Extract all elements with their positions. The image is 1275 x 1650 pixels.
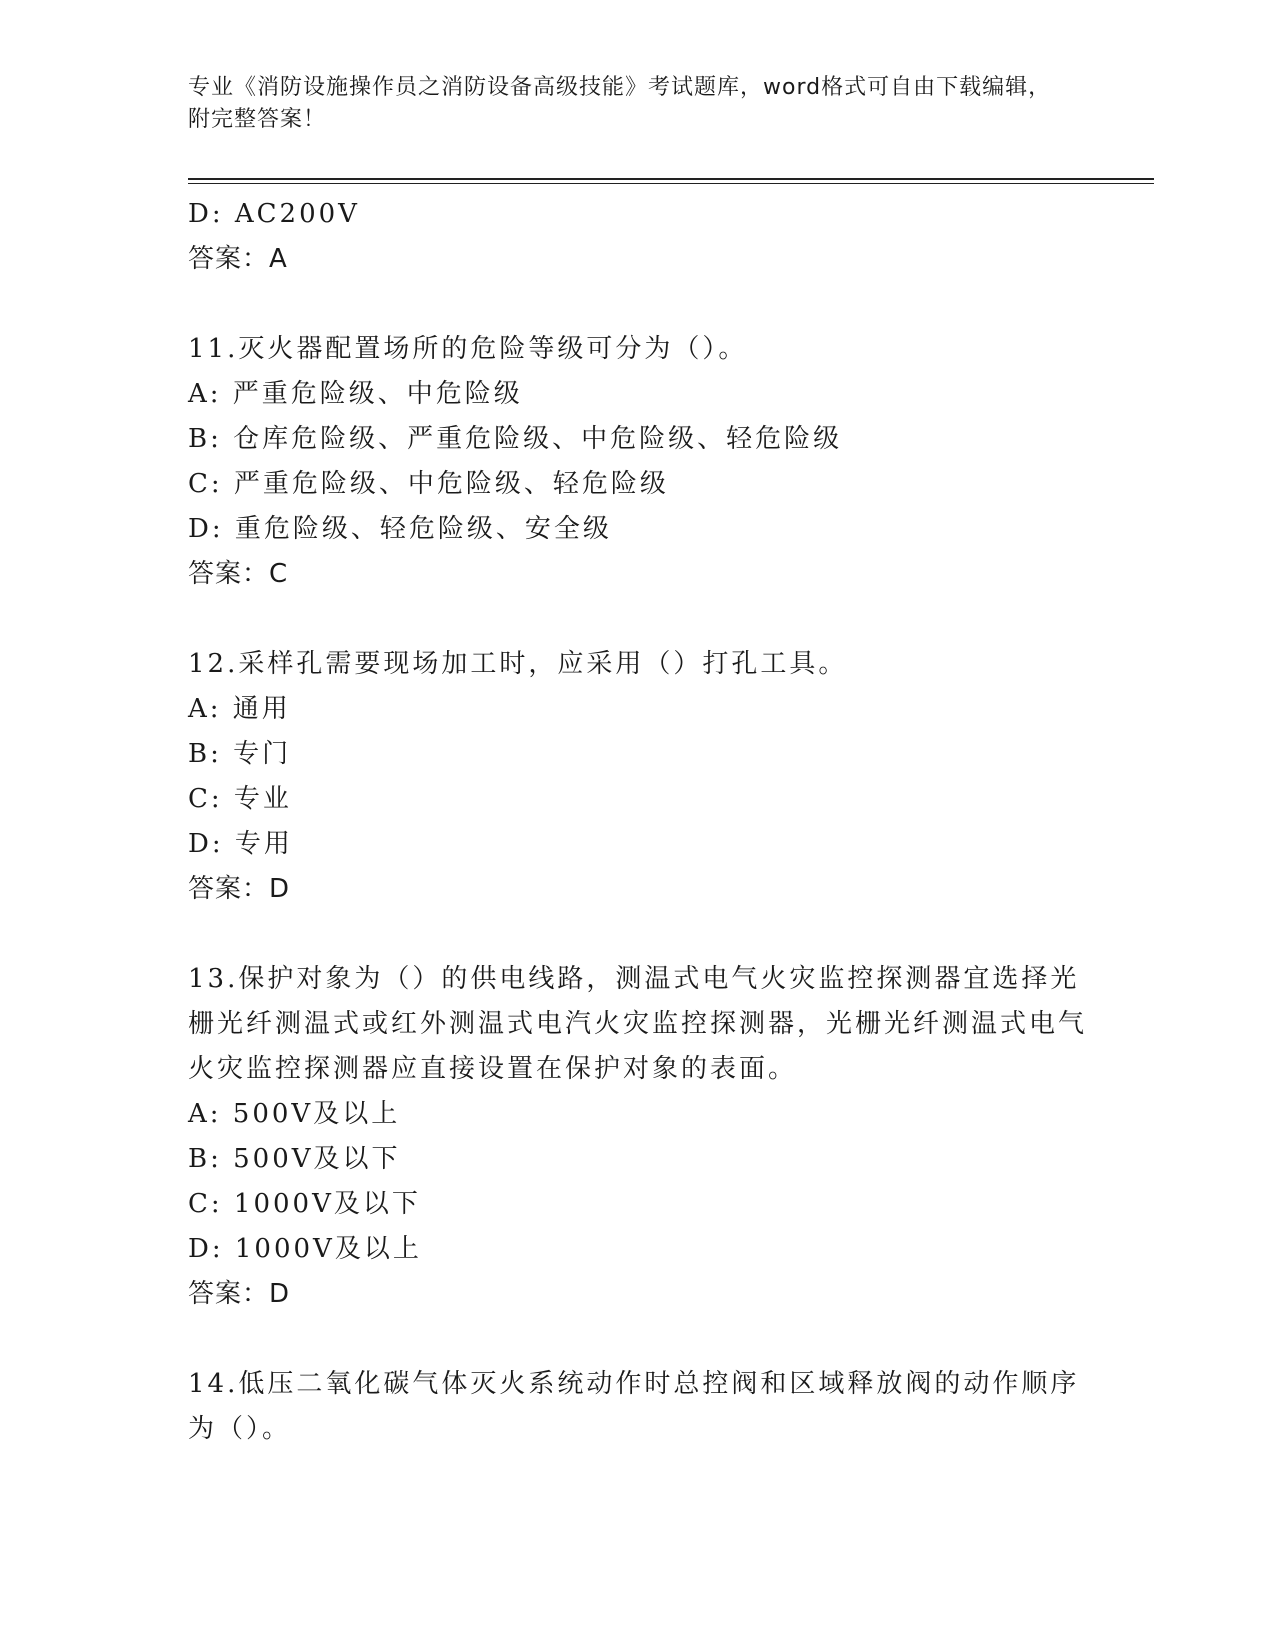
prev-option-d: D: AC200V xyxy=(188,199,360,229)
option-d: D: 重危险级、轻危险级、安全级 xyxy=(188,514,612,544)
question-13 xyxy=(188,957,1108,1317)
answer: 答案：D xyxy=(188,1279,291,1309)
spacer xyxy=(188,912,1108,957)
option-a: A: 500V及以上 xyxy=(188,1099,401,1129)
question-content xyxy=(188,192,1108,1452)
option-c: C: 专业 xyxy=(188,784,292,814)
question-stem: 13.保护对象为（）的供电线路，测温式电气火灾监控探测器宜选择光栅光纤测温式或红外测温式电汽火灾监控探测器，光栅光纤测温式电气火灾监控探测器应直接设置在保护对象的表面。 xyxy=(188,964,1088,1084)
option-b: B: 专门 xyxy=(188,739,292,769)
question-stem: 11.灭火器配置场所的危险等级可分为（）。 xyxy=(188,334,748,364)
question-11 xyxy=(188,327,1108,597)
header-rule-thin xyxy=(188,183,1154,184)
question-stem: 12.采样孔需要现场加工时，应采用（）打孔工具。 xyxy=(188,649,848,679)
option-b: B: 500V及以下 xyxy=(188,1144,401,1174)
answer: 答案：C xyxy=(188,559,289,589)
spacer xyxy=(188,597,1108,642)
option-a: A: 严重危险级、中危险级 xyxy=(188,379,523,409)
option-d: D: 专用 xyxy=(188,829,293,859)
option-c: C: 严重危险级、中危险级、轻危险级 xyxy=(188,469,669,499)
question-12 xyxy=(188,642,1108,912)
option-b: B: 仓库危险级、严重危险级、中危险级、轻危险级 xyxy=(188,424,843,454)
document-header: 专业《消防设施操作员之消防设备高级技能》考试题库，word格式可自由下载编辑，附完整答案！ xyxy=(188,75,1052,132)
header-rule-thick xyxy=(188,178,1154,180)
question-14 xyxy=(188,1362,1108,1452)
spacer xyxy=(188,1317,1108,1362)
option-c: C: 1000V及以下 xyxy=(188,1189,421,1219)
question-stem: 14.低压二氧化碳气体灭火系统动作时总控阀和区域释放阀的动作顺序为（）。 xyxy=(188,1369,1080,1444)
answer: 答案：D xyxy=(188,874,291,904)
option-a: A: 通用 xyxy=(188,694,291,724)
spacer xyxy=(188,282,1108,327)
option-d: D: 1000V及以上 xyxy=(188,1234,422,1264)
prev-answer: 答案：A xyxy=(188,244,288,274)
